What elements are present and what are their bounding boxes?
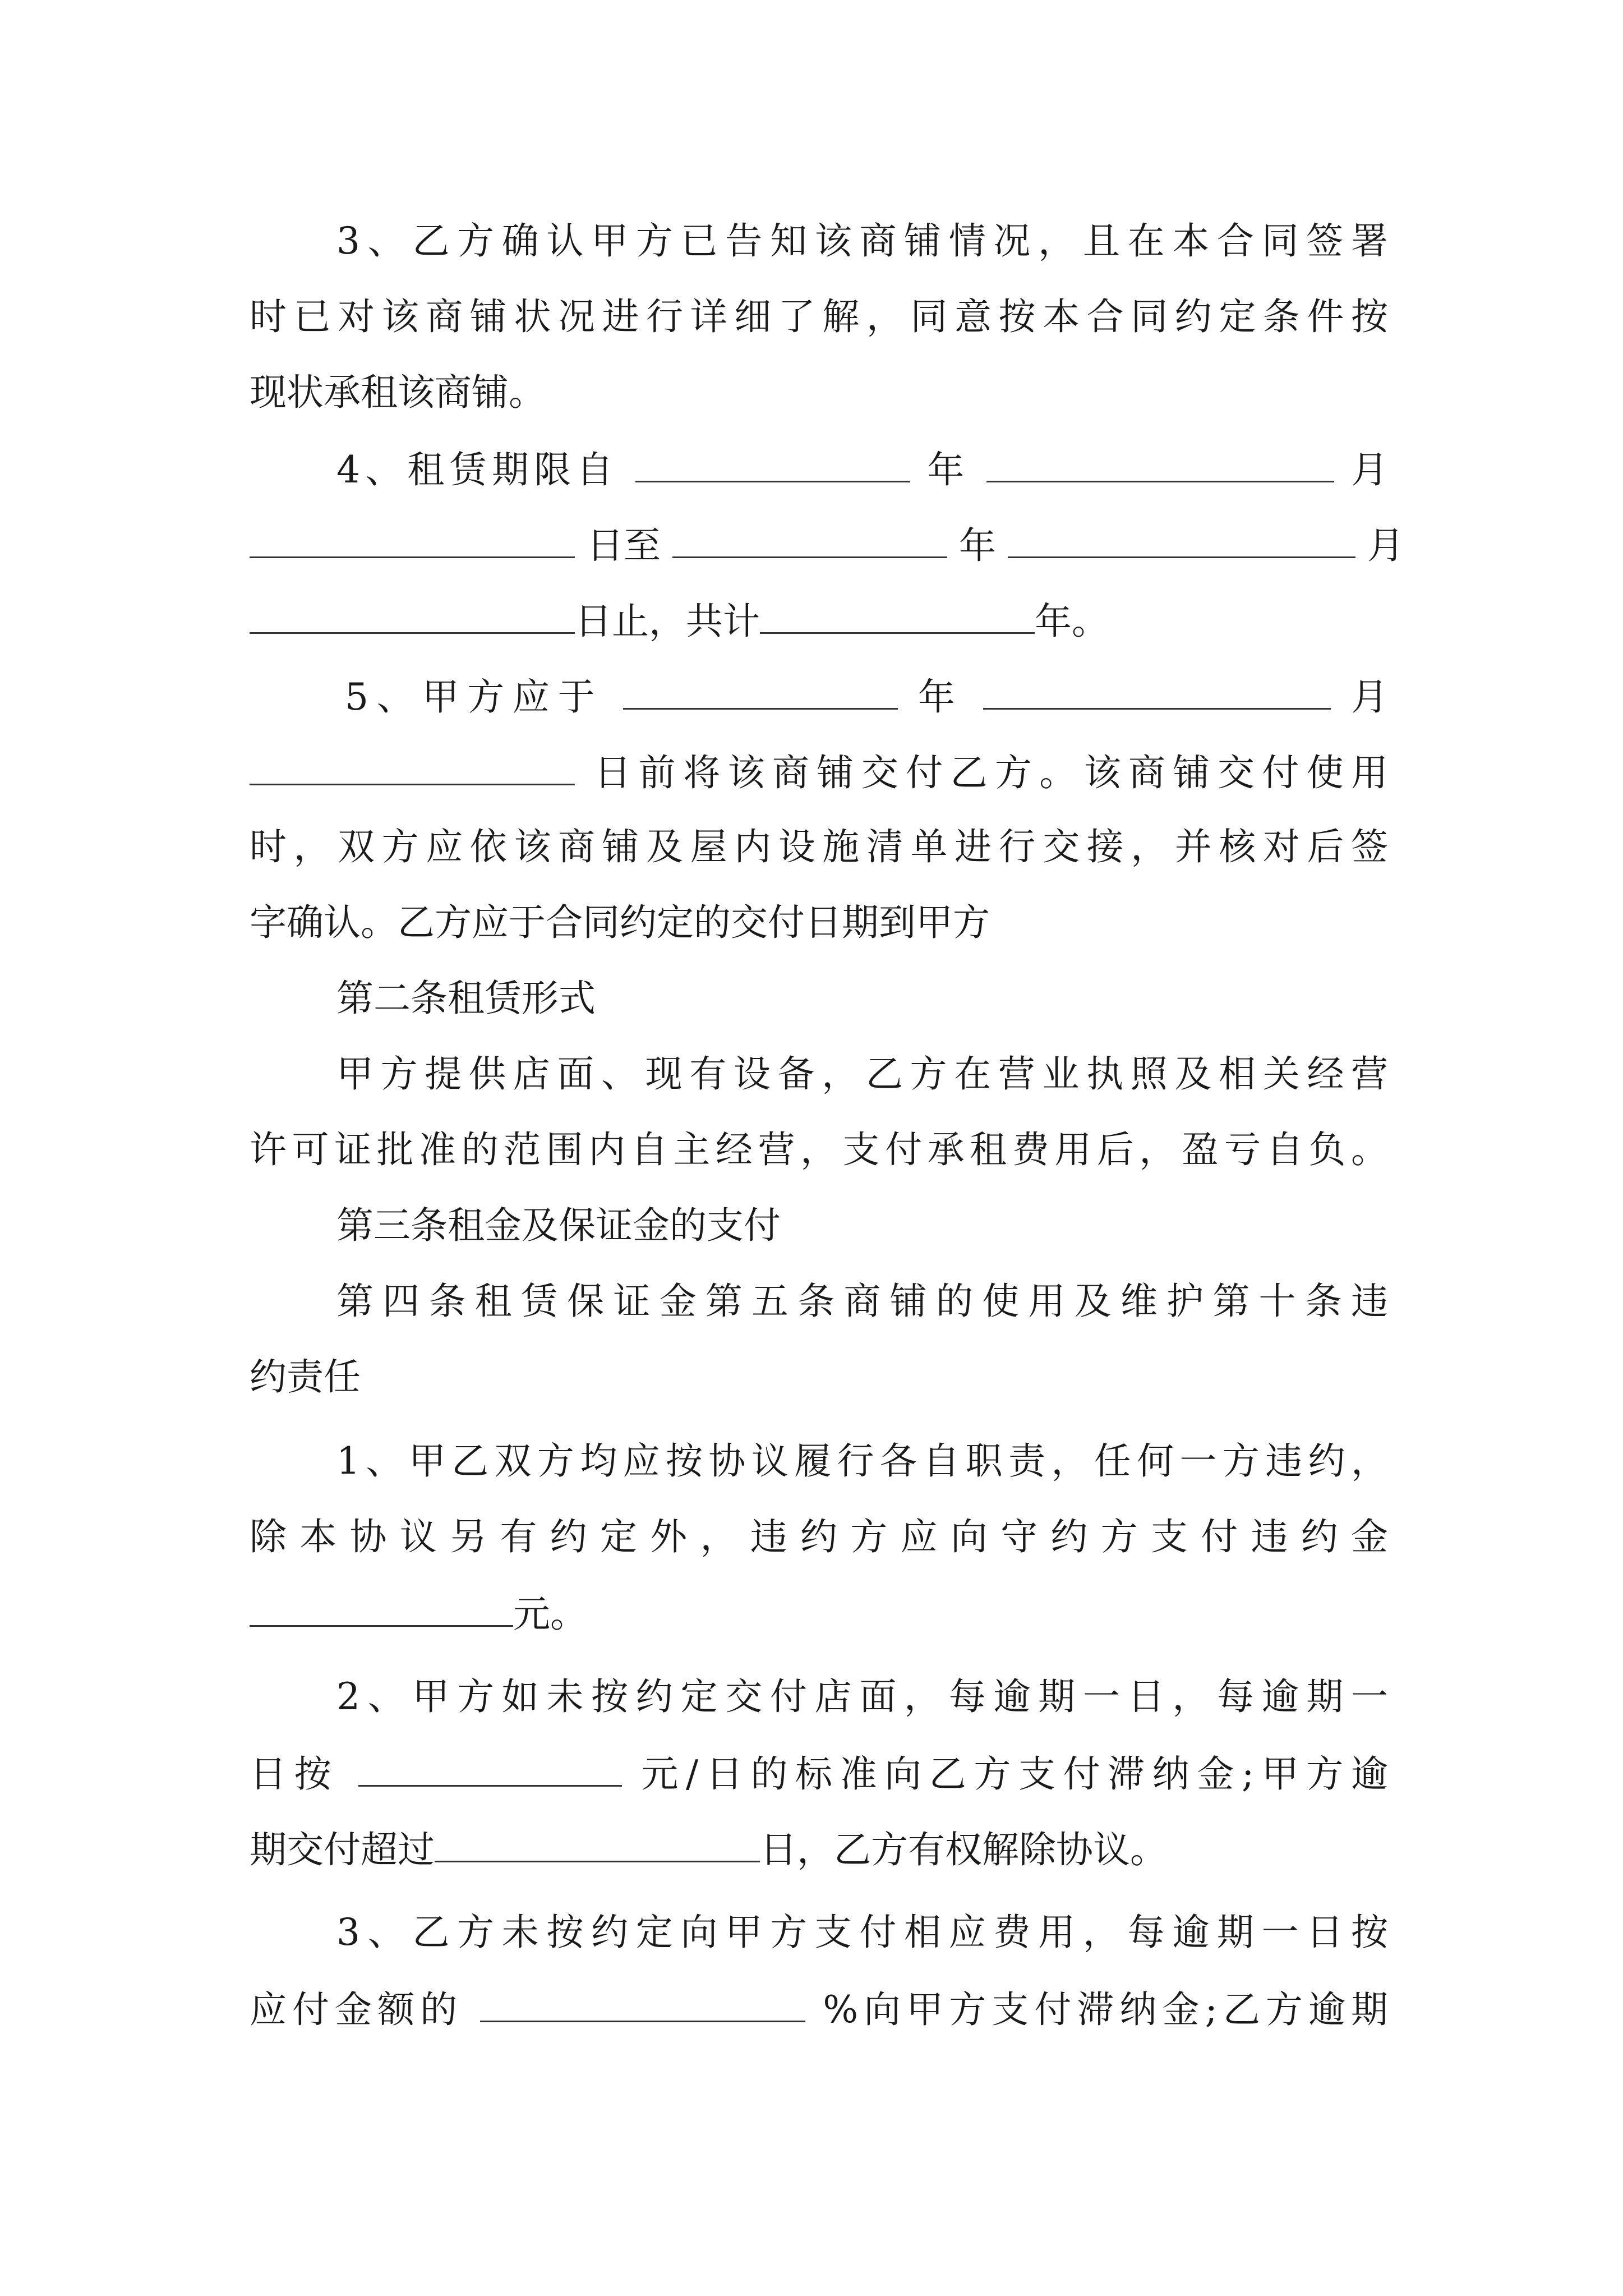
- liability-1-line-1: [336, 1439, 1388, 1484]
- clause-4-line-2: [250, 522, 1404, 568]
- clause-4-line-3: [250, 597, 1388, 644]
- text-segment: 3、乙方未按约定向甲方支付相应费用，每逾期一日按: [336, 1911, 1388, 1954]
- text-segment: 元/日的标准向乙方支付滞纳金;甲方逾: [641, 1752, 1388, 1796]
- text-segment: 期交付超过: [250, 1828, 435, 1871]
- text-segment: 年: [927, 448, 970, 491]
- clause-5-line-3: [250, 825, 1388, 869]
- blank-day-field[interactable]: [250, 522, 575, 558]
- blank-day-field[interactable]: [250, 597, 575, 634]
- clause-5-line-2: [250, 749, 1388, 795]
- text-segment: 月: [1367, 524, 1404, 567]
- text-segment: 第四条租赁保证金第五条商铺的使用及维护第十条违: [336, 1280, 1388, 1323]
- clause-3-line-1: [336, 219, 1388, 264]
- text-segment: 元。: [513, 1593, 587, 1636]
- text-segment: 日前将该商铺交付乙方。该商铺交付使用: [594, 751, 1389, 794]
- liability-1-line-3: [250, 1590, 1388, 1637]
- text-segment: 5、甲方应于: [345, 675, 603, 719]
- text-segment: 第二条租赁形式: [336, 977, 596, 1020]
- blank-year-field[interactable]: [623, 673, 898, 710]
- article-4-line-2: [250, 1355, 1388, 1400]
- liability-1-line-2: [250, 1515, 1388, 1559]
- text-segment: 时，双方应依该商铺及屋内设施清单进行交接，并核对后签: [250, 825, 1388, 868]
- article-4-line-1: [336, 1279, 1388, 1324]
- blank-year-field[interactable]: [635, 446, 910, 482]
- text-segment: 日，乙方有权解除协议。: [760, 1828, 1167, 1871]
- text-segment: 日止，共计: [575, 600, 760, 643]
- article-2-line-1: [336, 1052, 1388, 1097]
- clause-5-line-1: [345, 673, 1388, 720]
- text-segment: 现状承租该商铺。: [250, 371, 546, 414]
- blank-daily-fee-field[interactable]: [358, 1750, 622, 1787]
- text-segment: 应付金额的: [250, 1988, 463, 2031]
- blank-term-years-field[interactable]: [760, 597, 1035, 634]
- liability-3-line-2: [250, 1986, 1388, 2032]
- blank-penalty-amount-field[interactable]: [250, 1590, 513, 1627]
- blank-overdue-days-field[interactable]: [435, 1826, 760, 1862]
- text-segment: 1、甲乙双方均应按协议履行各自职责，任何一方违约，: [336, 1439, 1388, 1483]
- blank-percentage-field[interactable]: [480, 1986, 805, 2022]
- clause-5-line-4: [250, 900, 1388, 945]
- blank-month-field[interactable]: [1008, 522, 1355, 558]
- article-2-line-2: [250, 1128, 1388, 1172]
- text-segment: 年。: [1035, 600, 1109, 643]
- blank-day-field[interactable]: [250, 749, 575, 785]
- blank-year-field[interactable]: [672, 522, 947, 558]
- text-segment: 年: [958, 524, 996, 567]
- article-3-heading: [336, 1203, 1475, 1248]
- clause-3-line-2: [250, 295, 1388, 339]
- text-segment: 年: [917, 675, 963, 719]
- liability-2-line-2: [250, 1750, 1388, 1797]
- text-segment: 许可证批准的范围内自主经营，支付承租费用后，盈亏自负。: [250, 1128, 1388, 1171]
- text-segment: 甲方提供店面、现有设备，乙方在营业执照及相关经营: [336, 1052, 1388, 1096]
- article-2-heading: [336, 976, 1475, 1021]
- text-segment: 月: [1351, 448, 1389, 491]
- clause-4-line-1: [336, 446, 1388, 493]
- clause-3-line-3: [250, 370, 1388, 415]
- text-segment: 3、乙方确认甲方已告知该商铺情况，且在本合同签署: [336, 219, 1388, 263]
- liability-2-line-1: [336, 1674, 1388, 1719]
- liability-2-line-3: [250, 1826, 1388, 1872]
- blank-month-field[interactable]: [983, 673, 1331, 710]
- text-segment: 日至: [586, 524, 661, 567]
- text-segment: 2、甲方如未按约定交付店面，每逾期一日，每逾期一: [336, 1675, 1388, 1718]
- text-segment: 第三条租金及保证金的支付: [336, 1204, 781, 1247]
- text-segment: 月: [1351, 675, 1388, 719]
- text-segment: %向甲方支付滞纳金;乙方逾期: [823, 1988, 1389, 2031]
- liability-3-line-1: [336, 1910, 1388, 1955]
- text-segment: 时已对该商铺状况进行详细了解，同意按本合同约定条件按: [250, 295, 1388, 338]
- text-segment: 日按: [250, 1752, 339, 1796]
- text-segment: 字确认。乙方应于合同约定的交付日期到甲方: [250, 901, 990, 944]
- blank-month-field[interactable]: [986, 446, 1334, 482]
- text-segment: 4、租赁期限自: [336, 448, 619, 491]
- text-segment: 约责任: [250, 1355, 361, 1398]
- text-segment: 除本协议另有约定外，违约方应向守约方支付违约金: [250, 1515, 1388, 1558]
